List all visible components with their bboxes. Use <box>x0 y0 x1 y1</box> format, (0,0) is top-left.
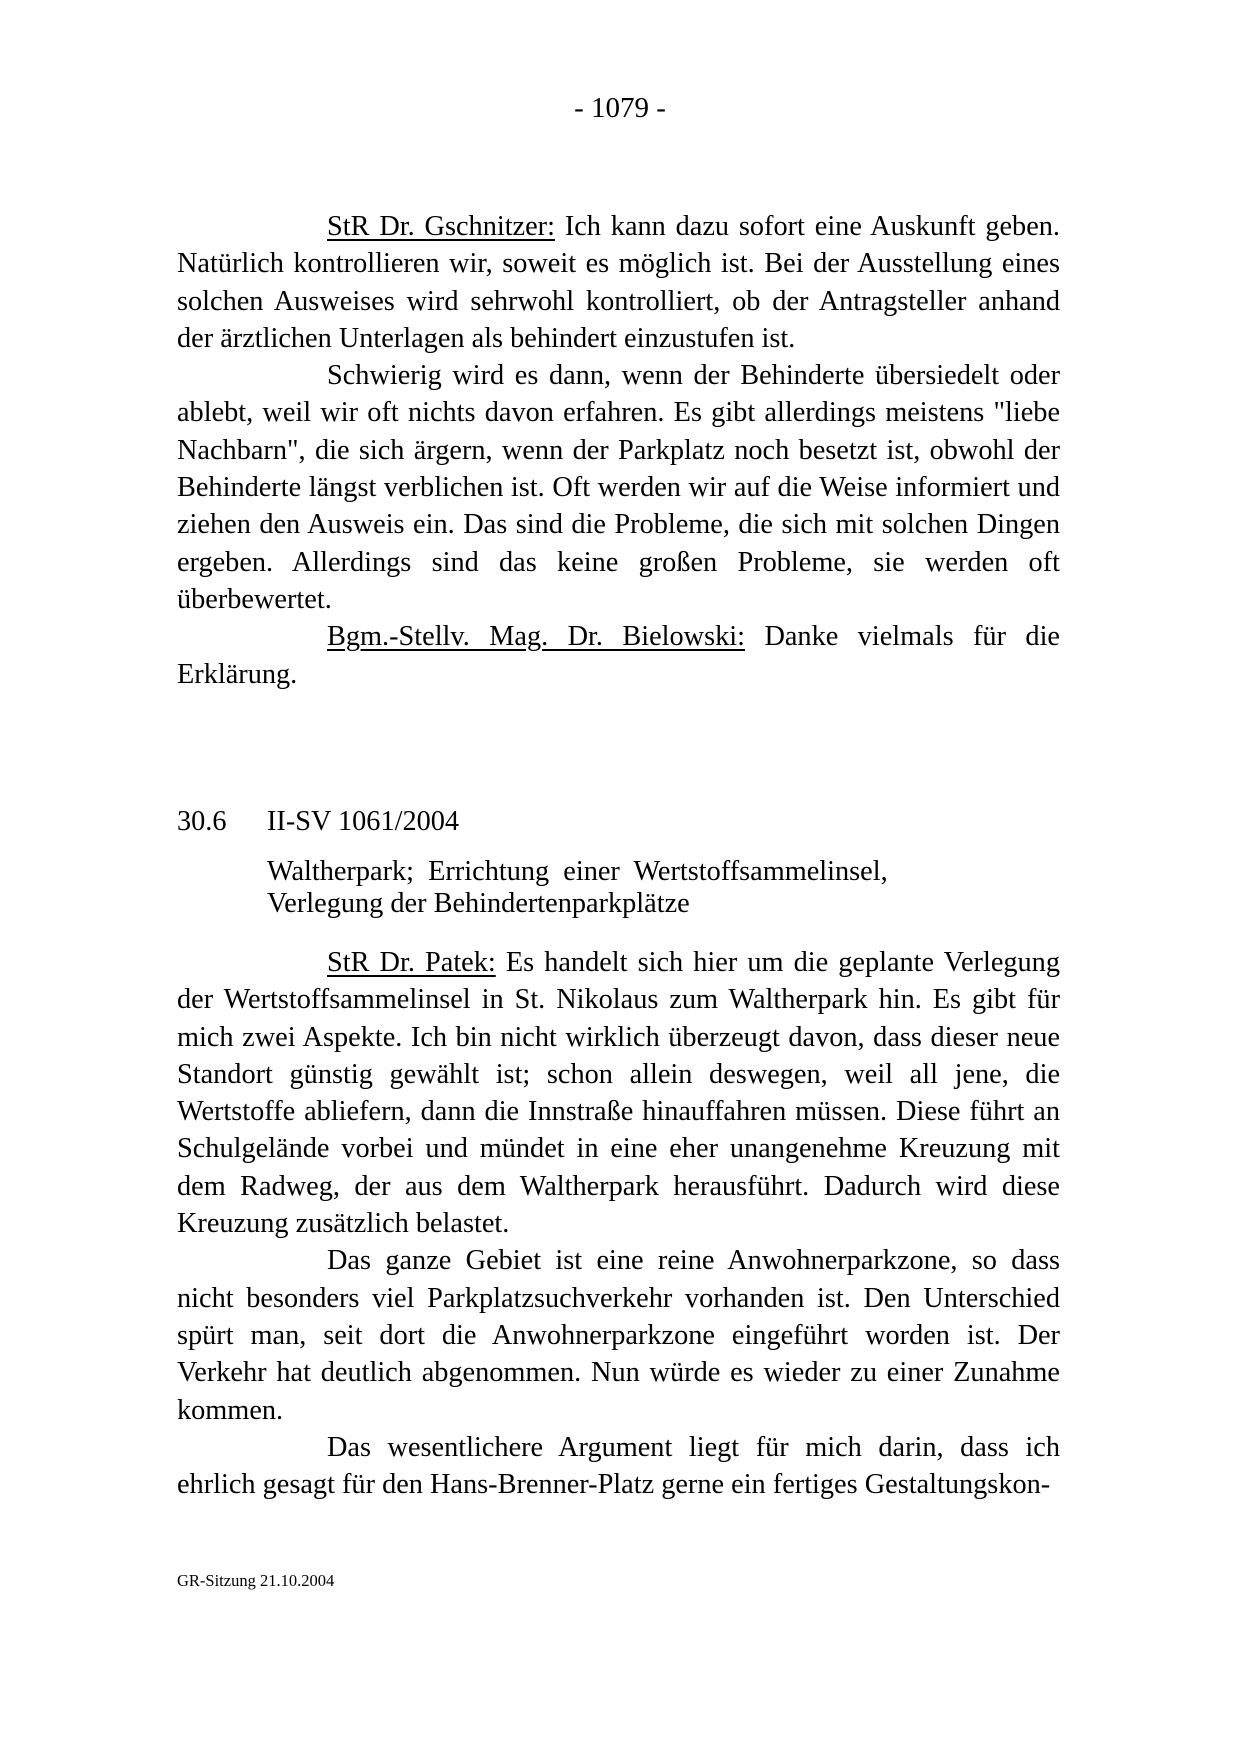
agenda-title <box>267 856 1027 920</box>
agenda-number: 30.6 <box>177 806 227 837</box>
speaker-name: Bgm.-Stellv. Mag. Dr. Bielowski: <box>327 621 746 653</box>
speaker-name: StR Dr. Patek: <box>327 947 496 978</box>
statement-patek <box>177 944 1060 1242</box>
speaker-name: StR Dr. Gschnitzer: <box>327 211 555 242</box>
statement-bielowski <box>177 618 1060 693</box>
statement-gschnitzer <box>177 208 1060 357</box>
paragraph: Das ganze Gebiet ist eine reine Anwohnerparkzone, so dass nicht besonders viel Parkplatzsuchverkehr vorhanden ist. Den Unterschied spürt man, seit dort die Anwohnerparkzone eingeführt worden ist. Der Verkehr hat deutlich abgenommen. Nun würde es wieder zu einer Zunahme kommen. <box>177 1245 1060 1426</box>
statement-text: Ich kann dazu sofort eine Auskunft geben. Natürlich kontrollieren wir, soweit es möglich ist. Bei der Ausstellung eines solchen Ausweises wird sehrwohl kontrolliert, ob der Antragsteller anhand der ärztlichen Unterlagen als behindert einzustufen ist. <box>177 211 1060 354</box>
footer: GR-Sitzung 21.10.2004 <box>177 1571 335 1590</box>
paragraph: Schwierig wird es dann, wenn der Behinderte übersiedelt oder ablebt, weil wir oft nichts davon erfahren. Es gibt allerdings meistens "liebe Nachbarn", die sich ärgern, wenn der Parkplatz noch besetzt ist, obwohl der Behinderte längst verblichen ist. Oft werden wir auf die Weise informiert und ziehen den Ausweis ein. Das sind die Probleme, die sich mit solchen Dingen ergeben. Allerdings sind das keine großen Probleme, sie werden oft überbewertet. <box>177 360 1060 615</box>
statement-block-2 <box>177 944 1060 1503</box>
agenda-title-line: Waltherpark; Errichtung einer Wertstoffsammelinsel, <box>267 856 888 887</box>
agenda-title-line: Verlegung der Behindertenparkplätze <box>267 888 690 919</box>
statement-text: Es handelt sich hier um die geplante Verlegung der Wertstoffsammelinsel in St. Nikolaus zum Waltherpark hin. Es gibt für mich zwei Aspekte. Ich bin nicht wirklich überzeugt davon, dass dieser neue Standort günstig gewählt ist; schon allein deswegen, weil all jene, die Wertstoffe abliefern, dann die Innstraße hinauffahren müssen. Diese führt an Schulgelände vorbei und mündet in eine eher unangenehme Kreuzung mit dem Radweg, der aus dem Waltherpark herausführt. Dadurch wird diese Kreuzung zusätzlich belastet. <box>177 947 1060 1240</box>
page-number: - 1079 - <box>574 92 666 124</box>
paragraph: Das wesentlichere Argument liegt für mich darin, dass ich ehrlich gesagt für den Hans-Brenner-Platz gerne ein fertiges Gestaltungskon- <box>177 1431 1060 1501</box>
statement-block-1 <box>177 208 1060 693</box>
statement-text: Danke vielmals für die Erklärung. <box>177 621 1060 690</box>
agenda-code: II-SV 1061/2004 <box>267 806 460 837</box>
